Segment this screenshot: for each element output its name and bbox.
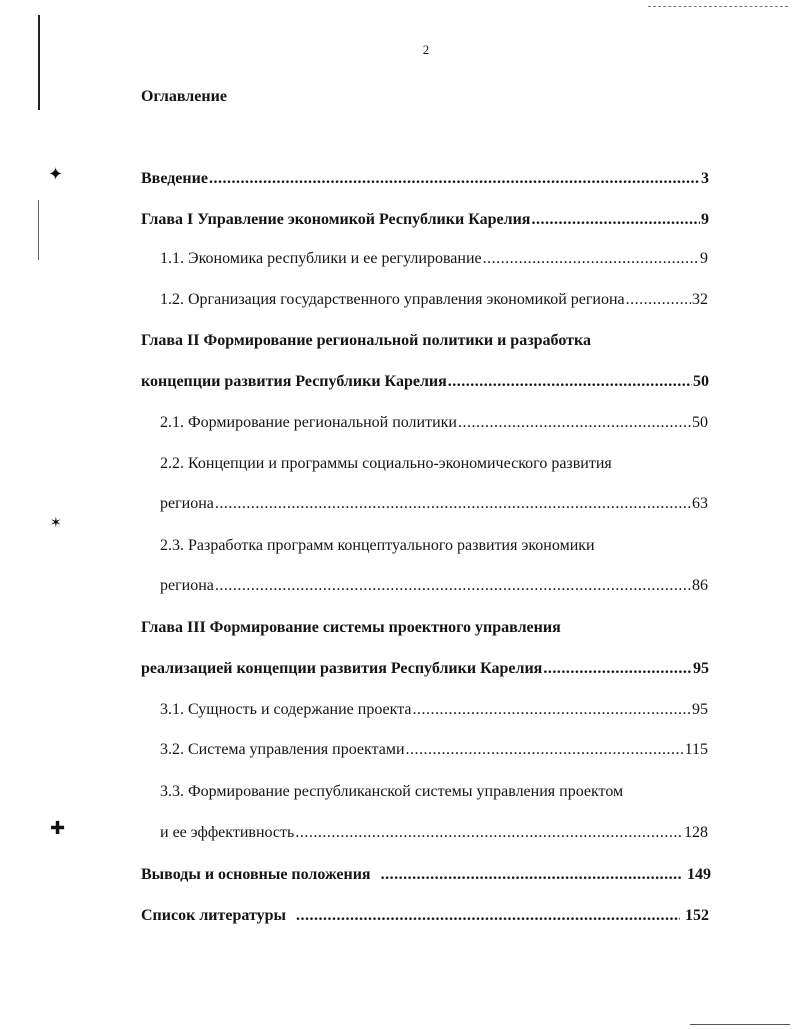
toc-entry-title: региона <box>160 495 214 512</box>
dot-leader <box>296 905 680 927</box>
page-number: 2 <box>422 42 430 57</box>
toc-entry-page: 50 <box>693 373 709 390</box>
dot-leader <box>483 248 699 270</box>
toc-entry-title: Глава I Управление экономикой Республики Карелия <box>141 211 531 228</box>
toc-entry-1-1 <box>160 248 708 270</box>
toc-entry-3-3-line-2 <box>160 822 708 844</box>
toc-entry-introduction <box>141 168 709 190</box>
scan-dash <box>690 1024 790 1025</box>
dot-leader <box>215 493 691 515</box>
toc-entry-title: Список литературы <box>141 907 286 924</box>
toc-entry-3-3-line-1: 3.3. Формирование республиканской системы управления проектом <box>160 783 624 800</box>
toc-entry-page: 86 <box>692 577 708 594</box>
toc-entry-page: 32 <box>692 291 708 308</box>
scan-margin-line <box>38 200 39 260</box>
toc-entry-2-3-line-1: 2.3. Разработка программ концептуального развития экономики <box>160 537 595 554</box>
toc-entry-3-2 <box>160 739 708 761</box>
toc-entry-title: концепции развития Республики Карелия <box>141 373 447 390</box>
toc-entry-title: 1.1. Экономика республики и ее регулирование <box>160 250 482 267</box>
dot-leader <box>448 371 692 393</box>
dot-leader <box>209 168 700 190</box>
dot-leader <box>215 575 691 597</box>
toc-entry-page: 115 <box>684 741 708 758</box>
dot-leader <box>543 658 692 680</box>
toc-entry-chapter-3-line-2 <box>141 658 709 680</box>
toc-entry-page: 95 <box>692 701 708 718</box>
dot-leader <box>406 739 684 761</box>
toc-entry-page: 50 <box>692 414 708 431</box>
dot-leader <box>626 289 691 311</box>
scan-blot: ✦ <box>48 164 64 185</box>
toc-entry-2-1 <box>160 412 708 434</box>
toc-entry-title: реализацией концепции развития Республики Карелия <box>141 660 543 677</box>
scan-dash <box>648 6 788 8</box>
toc-entry-page: 3 <box>701 170 709 187</box>
toc-heading: Оглавление <box>141 88 227 105</box>
toc-entry-title: 1.2. Организация государственного управления экономикой региона <box>160 291 625 308</box>
toc-entry-title: региона <box>160 577 214 594</box>
toc-entry-title: и ее эффективность <box>160 824 295 841</box>
scan-blot: ✚ <box>50 818 66 839</box>
dot-leader <box>458 412 691 434</box>
toc-entry-title: Выводы и основные положения <box>141 866 371 883</box>
toc-entry-1-2 <box>160 289 708 311</box>
dot-leader <box>531 209 700 231</box>
toc-entry-page: 95 <box>693 660 709 677</box>
toc-entry-2-2-line-1: 2.2. Концепции и программы социально-экономического развития <box>160 455 612 472</box>
toc-entry-title: 3.2. Система управления проектами <box>160 741 405 758</box>
toc-entry-title: Введение <box>141 170 208 187</box>
toc-entry-page: 63 <box>692 495 708 512</box>
dot-leader <box>295 822 683 844</box>
toc-entry-bibliography <box>141 905 709 927</box>
toc-entry-page: 152 <box>685 907 709 924</box>
scan-margin-line <box>38 15 40 110</box>
toc-entry-page: 9 <box>701 211 709 228</box>
toc-entry-conclusions <box>141 864 711 886</box>
toc-entry-page: 128 <box>684 824 708 841</box>
toc-entry-chapter-3-line-1: Глава III Формирование системы проектного управления <box>141 619 561 636</box>
toc-entry-chapter-2-line-1: Глава II Формирование региональной политики и разработка <box>141 332 591 349</box>
toc-entry-title: 2.1. Формирование региональной политики <box>160 414 457 431</box>
dot-leader <box>381 864 682 886</box>
toc-entry-chapter-1 <box>141 209 709 231</box>
toc-entry-3-1 <box>160 699 708 721</box>
toc-entry-title: 3.1. Сущность и содержание проекта <box>160 701 412 718</box>
toc-entry-page: 149 <box>687 866 711 883</box>
toc-entry-chapter-2-line-2 <box>141 371 709 393</box>
toc-entry-2-2-line-2 <box>160 493 708 515</box>
toc-entry-page: 9 <box>700 250 708 267</box>
toc-entry-2-3-line-2 <box>160 575 708 597</box>
dot-leader <box>412 699 691 721</box>
scan-blot: ✶ <box>50 515 62 531</box>
